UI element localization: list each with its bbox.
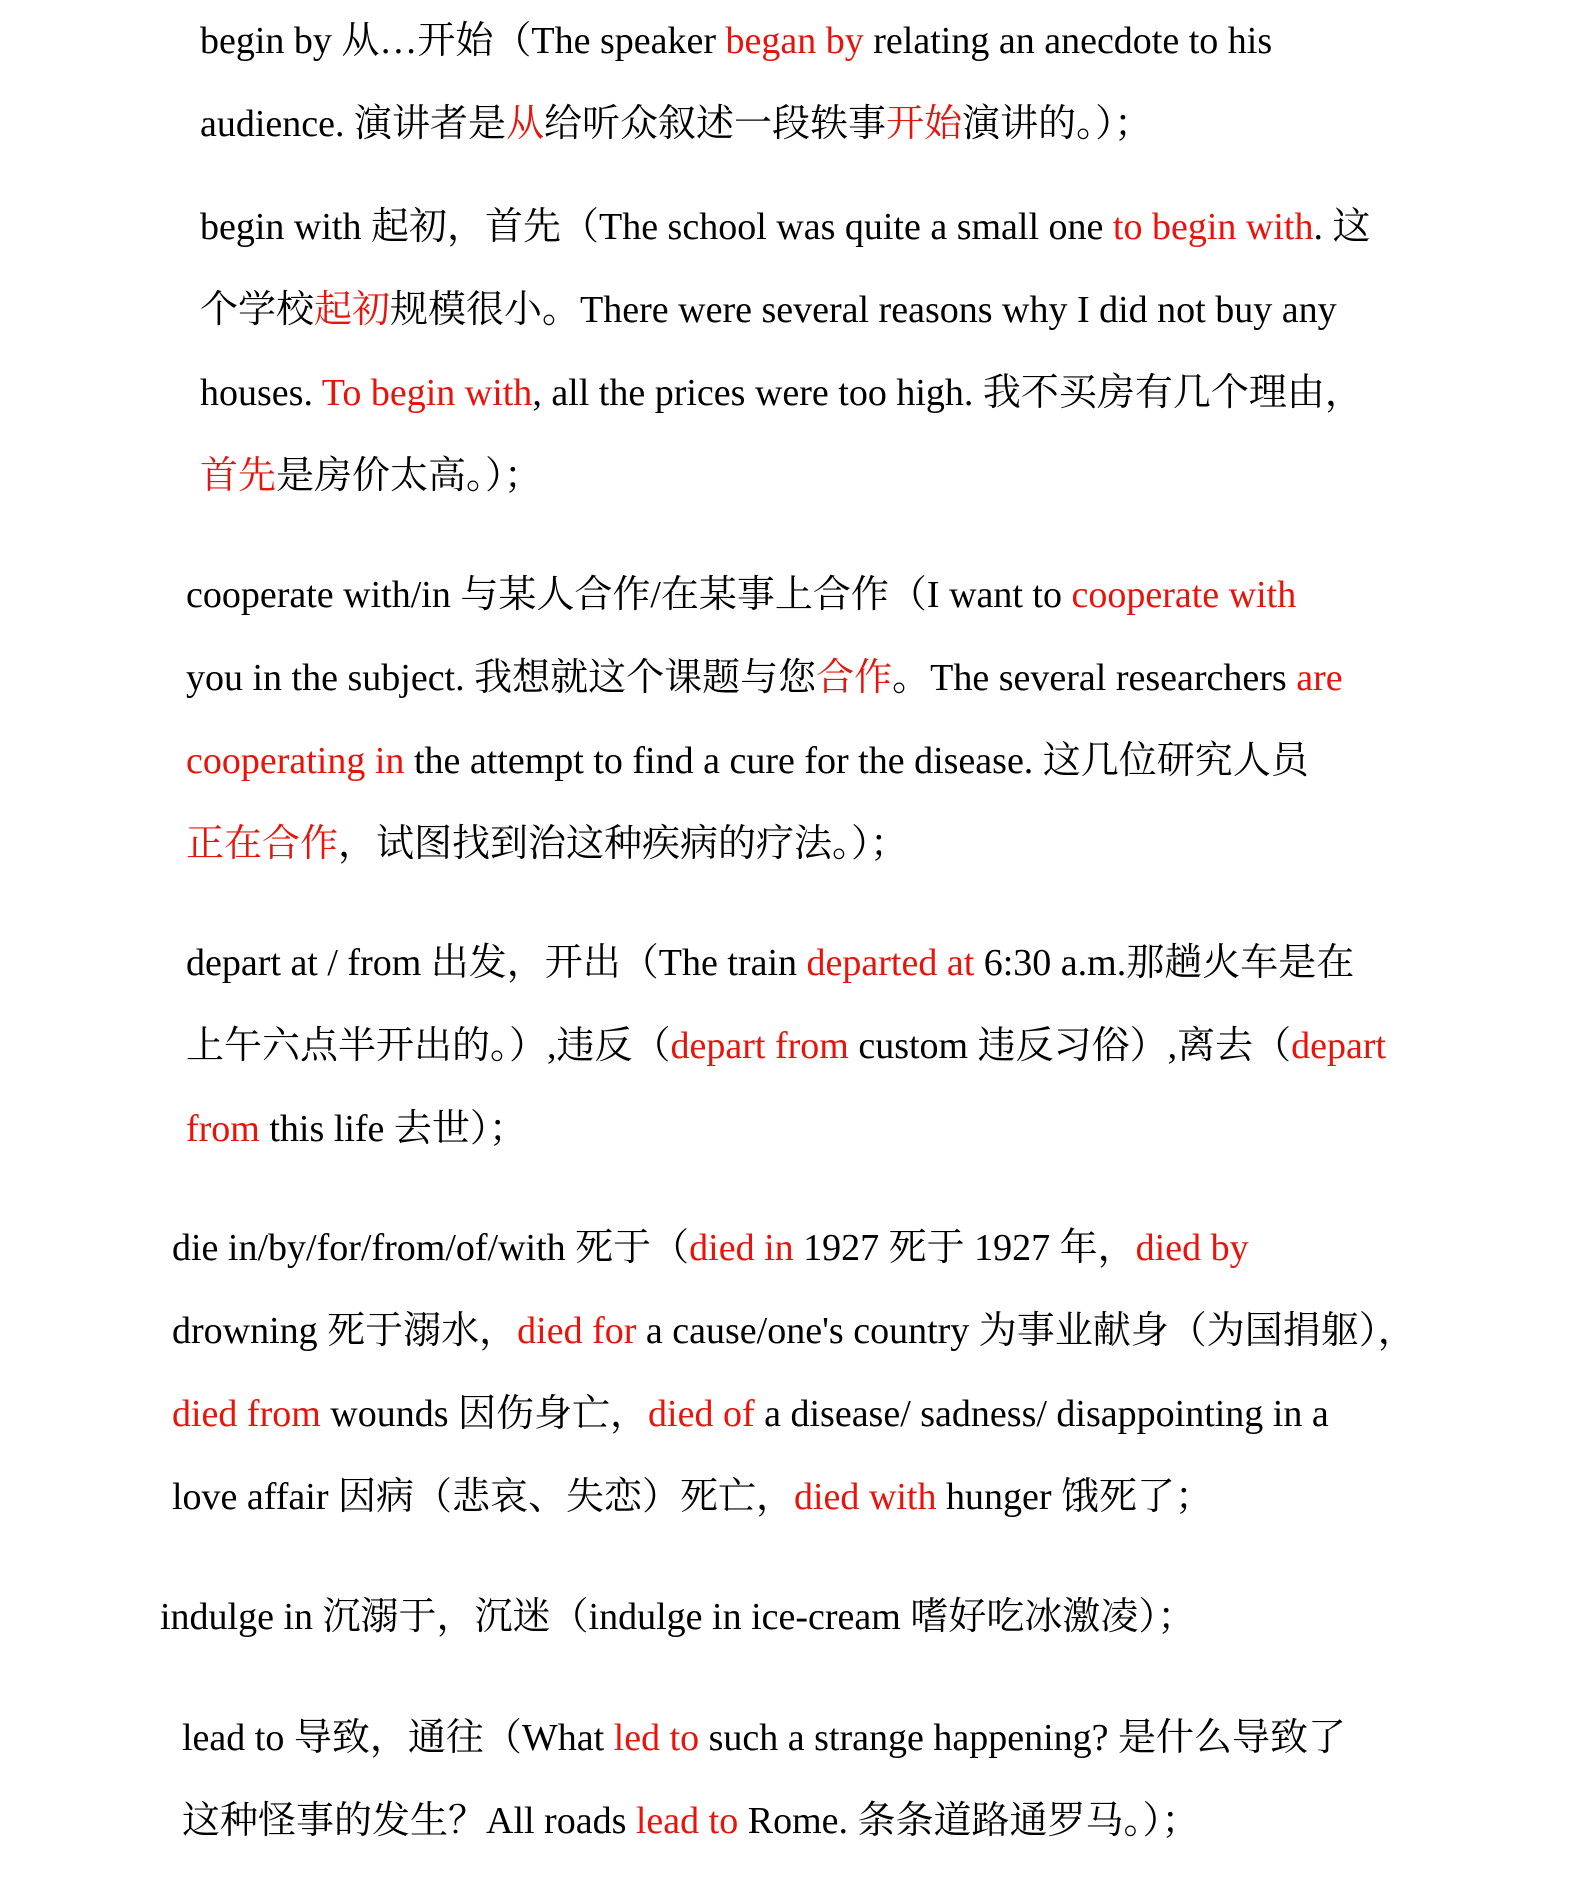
highlighted-phrase: cooperating in bbox=[186, 740, 405, 782]
text-line bbox=[186, 554, 1526, 637]
highlighted-phrase: died with bbox=[794, 1476, 937, 1518]
highlighted-phrase: began by bbox=[725, 20, 864, 62]
highlighted-phrase: to begin with bbox=[1112, 206, 1314, 248]
text-segment: 是房价太高。）； bbox=[276, 455, 543, 497]
text-line bbox=[186, 637, 1526, 720]
highlighted-phrase: from bbox=[186, 1108, 260, 1150]
text-line bbox=[186, 803, 1526, 886]
text-line bbox=[200, 186, 1540, 269]
highlighted-phrase: depart bbox=[1291, 1025, 1387, 1067]
text-segment: such a strange happening? 是什么导致了 bbox=[699, 1717, 1347, 1759]
text-segment: begin by 从…开始（The speaker bbox=[200, 20, 726, 62]
text-segment: lead to 导致，通往（What bbox=[182, 1717, 614, 1759]
highlighted-phrase: 从 bbox=[506, 103, 545, 145]
text-segment: wounds 因伤身亡， bbox=[320, 1393, 649, 1435]
text-segment: 个学校 bbox=[200, 289, 315, 331]
text-line bbox=[200, 0, 1540, 83]
highlighted-phrase: died of bbox=[648, 1393, 755, 1435]
highlighted-phrase: lead to bbox=[635, 1800, 739, 1842]
highlighted-phrase: departed at bbox=[806, 942, 975, 984]
text-line bbox=[172, 1290, 1512, 1373]
highlighted-phrase: led to bbox=[613, 1717, 700, 1759]
text-segment: houses. bbox=[200, 372, 322, 414]
text-segment: cooperate with/in 与某人合作/在某事上合作（I want to bbox=[186, 574, 1072, 616]
text-segment: 上午六点半开出的。）,违反（ bbox=[186, 1025, 671, 1067]
text-segment: 规模很小。There were several reasons why I did not buy any bbox=[390, 289, 1337, 331]
text-line bbox=[186, 1088, 1526, 1171]
text-segment: the attempt to find a cure for the disease. 这几位研究人员 bbox=[404, 740, 1309, 782]
text-line bbox=[172, 1207, 1512, 1290]
text-segment: indulge in 沉溺于，沉迷（indulge in ice-cream 嗜好吃冰激凌）； bbox=[160, 1596, 1196, 1638]
entry-begin-with bbox=[200, 186, 1540, 518]
entry-indulge-in bbox=[160, 1576, 1500, 1659]
text-line bbox=[182, 1780, 1522, 1863]
highlighted-phrase: depart from bbox=[670, 1025, 849, 1067]
text-segment: Rome. 条条道路通罗马。）； bbox=[738, 1800, 1200, 1842]
entry-lead-to bbox=[182, 1697, 1522, 1863]
text-segment: this life 去世）； bbox=[259, 1108, 527, 1150]
highlighted-phrase: 正在合作 bbox=[186, 823, 339, 865]
highlighted-phrase: died from bbox=[172, 1393, 321, 1435]
highlighted-phrase: died in bbox=[689, 1227, 794, 1269]
highlighted-phrase: 起初 bbox=[314, 289, 391, 331]
text-segment: 给听众叙述一段轶事 bbox=[544, 103, 887, 145]
text-line bbox=[186, 922, 1526, 1005]
entry-die bbox=[172, 1207, 1512, 1539]
highlighted-phrase: are bbox=[1296, 657, 1343, 699]
text-segment: depart at / from 出发，开出（The train bbox=[186, 942, 807, 984]
text-segment: . 这 bbox=[1313, 206, 1371, 248]
text-segment: relating an anecdote to his bbox=[863, 20, 1273, 62]
text-line bbox=[200, 269, 1540, 352]
text-segment: 演讲的。）； bbox=[962, 103, 1153, 145]
highlighted-phrase: died for bbox=[517, 1310, 637, 1352]
highlighted-phrase: cooperate with bbox=[1071, 574, 1297, 616]
text-line bbox=[172, 1456, 1512, 1539]
text-line bbox=[200, 352, 1540, 435]
text-segment: die in/by/for/from/of/with 死于（ bbox=[172, 1227, 690, 1269]
highlighted-phrase: 开始 bbox=[886, 103, 963, 145]
entry-depart bbox=[186, 922, 1526, 1171]
highlighted-phrase: 合作 bbox=[816, 657, 893, 699]
text-segment: begin with 起初，首先（The school was quite a small one bbox=[200, 206, 1113, 248]
text-segment: you in the subject. 我想就这个课题与您 bbox=[186, 657, 817, 699]
text-segment: 1927 死于 1927 年， bbox=[793, 1227, 1136, 1269]
text-segment: hunger 饿死了； bbox=[936, 1476, 1214, 1518]
text-segment: 。The several researchers bbox=[892, 657, 1297, 699]
text-segment: love affair 因病（悲哀、失恋）死亡， bbox=[172, 1476, 794, 1518]
text-segment: , all the prices were too high. 我不买房有几个理由， bbox=[532, 372, 1363, 414]
text-segment: 这种怪事的发生？All roads bbox=[182, 1800, 636, 1842]
text-segment: a cause/one's country 为事业献身（为国捐躯）， bbox=[636, 1310, 1416, 1352]
text-line bbox=[172, 1373, 1512, 1456]
entry-begin-by bbox=[200, 0, 1540, 166]
text-line bbox=[182, 1697, 1522, 1780]
highlighted-phrase: To begin with bbox=[321, 372, 533, 414]
entry-cooperate bbox=[186, 554, 1526, 886]
highlighted-phrase: died by bbox=[1135, 1227, 1249, 1269]
text-segment: ，试图找到治这种疾病的疗法。）； bbox=[338, 823, 909, 865]
text-segment: 6:30 a.m.那趟火车是在 bbox=[974, 942, 1355, 984]
text-segment: custom 违反习俗）,离去（ bbox=[848, 1025, 1292, 1067]
text-line bbox=[200, 435, 1540, 518]
text-line bbox=[200, 83, 1540, 166]
text-line bbox=[160, 1576, 1500, 1659]
text-segment: audience. 演讲者是 bbox=[200, 103, 507, 145]
highlighted-phrase: 首先 bbox=[200, 455, 277, 497]
text-line bbox=[186, 720, 1526, 803]
text-line bbox=[186, 1005, 1526, 1088]
text-segment: drowning 死于溺水， bbox=[172, 1310, 518, 1352]
text-segment: a disease/ sadness/ disappointing in a bbox=[754, 1393, 1329, 1435]
